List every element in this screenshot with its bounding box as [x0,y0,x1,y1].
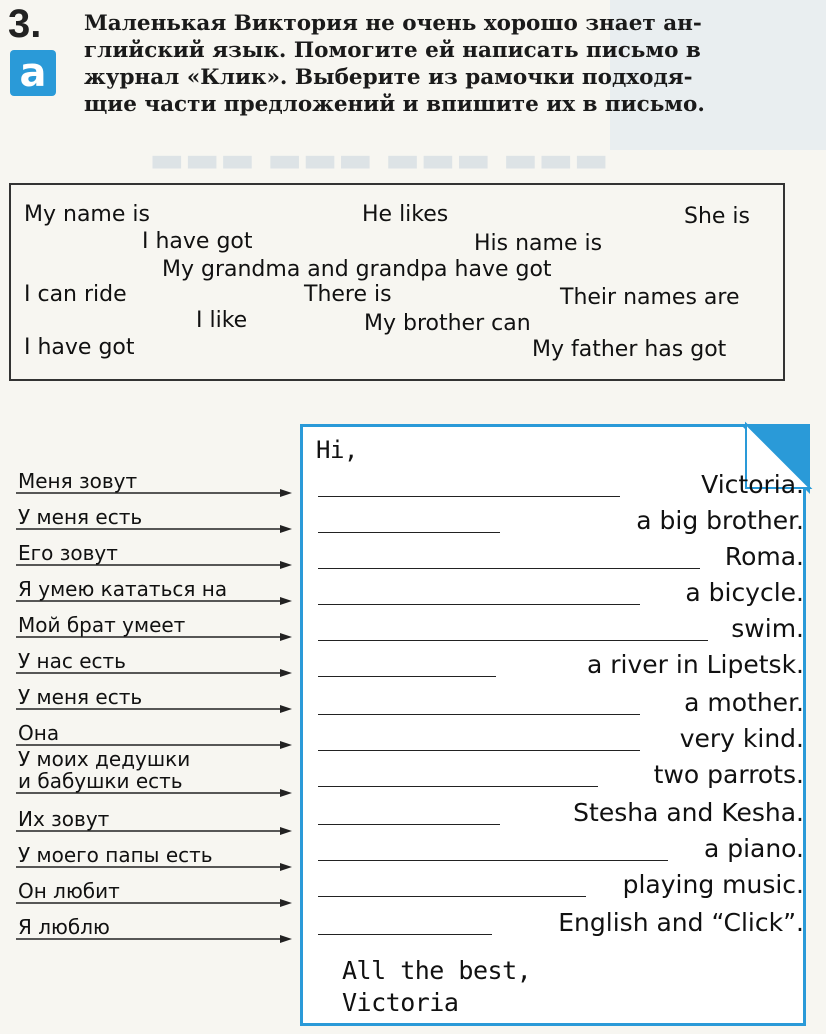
phrase: Their names are [560,285,740,310]
answer-blank[interactable] [318,640,708,641]
arrow-icon [16,488,292,498]
prompt-label: Мой брат умеет [18,613,186,637]
arrow-icon [16,632,292,642]
answer-blank[interactable] [318,750,640,751]
answer-blank[interactable] [318,568,700,569]
arrow-icon [16,668,292,678]
answer-blank[interactable] [318,786,598,787]
answer-blank[interactable] [318,604,640,605]
letter-signature: Victoria [342,988,459,1017]
prompt-label: Она [18,721,60,745]
letter-line-ending: two parrots. [653,760,804,789]
phrase: He likes [362,202,449,227]
letter-line-ending: a river in Lipetsk. [586,650,804,679]
phrase: My grandma and grandpa have got [162,257,552,282]
phrase: I have got [142,229,253,254]
prompt-label-line: и бабушки есть [18,769,183,793]
phrase: My name is [24,202,150,227]
prompt-row [16,570,292,606]
answer-blank[interactable] [318,532,500,533]
letter-line-ending: a piano. [703,834,804,863]
instruction-line: щие части предложений и впишите их в письмо. [84,92,705,117]
answer-blank[interactable] [318,676,496,677]
phrase: There is [304,282,392,307]
answer-blank[interactable] [318,934,492,935]
arrow-icon [16,704,292,714]
arrow-icon [16,862,292,872]
arrow-icon [16,788,292,798]
answer-blank[interactable] [318,824,500,825]
prompt-label: Я люблю [18,915,110,939]
letter-line-ending: Roma. [724,542,804,571]
prompt-label: У нас есть [18,649,126,673]
letter-closing: All the best, [342,956,532,985]
prompt-row [16,836,292,872]
letter-line-ending: a bicycle. [685,578,804,607]
prompt-row [16,606,292,642]
answer-blank[interactable] [318,860,668,861]
letter-line-ending: playing music. [622,870,804,899]
instruction-text [84,10,804,118]
prompt-label: У меня есть [18,685,143,709]
phrase: I like [196,308,248,333]
prompt-row [16,714,292,750]
arrow-icon [16,524,292,534]
phrase: His name is [474,231,603,256]
answer-blank[interactable] [318,496,620,497]
instruction-line: журнал «Клик». Выберите из рамочки подходя- [84,65,693,90]
phrase: I have got [24,335,135,360]
letter-line-ending: Victoria. [701,470,804,499]
prompt-row [16,678,292,714]
answer-blank[interactable] [318,714,640,715]
prompt-row [16,462,292,498]
phrase: My brother can [364,311,531,336]
exercise-number: 3. [8,2,42,46]
prompt-row [16,747,292,798]
letter-greeting: Hi, [316,436,358,464]
prompt-row [16,534,292,570]
letter-line-ending: a mother. [684,688,804,717]
prompt-label: Его зовут [18,541,118,565]
phrase: She is [684,204,751,229]
letter-line-ending: English and “Click”. [558,908,804,937]
arrow-icon [16,898,292,908]
prompt-row [16,872,292,908]
prompt-row [16,908,292,944]
letter-line-ending: very kind. [679,724,804,753]
letter-line-ending: a big brother. [636,506,804,535]
prompt-label: У моего папы есть [18,843,213,867]
letter-line-ending: swim. [731,614,804,643]
prompt-label: У меня есть [18,505,143,529]
prompt-row [16,642,292,678]
letter-line-ending: Stesha and Kesha. [573,798,804,827]
exercise-part-badge: a [10,50,56,96]
arrow-icon [16,560,292,570]
phrase: I can ride [24,282,127,307]
arrow-icon [16,826,292,836]
prompt-label: Он любит [18,879,120,903]
instruction-line: глийский язык. Помогите ей написать письмо в [84,38,701,63]
phrase: My father has got [532,337,727,362]
prompt-label: Я умею кататься на [18,577,228,601]
prompt-label-line: У моих дедушки [18,747,191,771]
prompt-row [16,498,292,534]
instruction-line: Маленькая Виктория не очень хорошо знает ан- [84,11,702,36]
prompt-row [16,800,292,836]
arrow-icon [16,934,292,944]
prompt-label [18,748,190,792]
arrow-icon [16,596,292,606]
prompt-label: Их зовут [18,807,110,831]
prompt-label: Меня зовут [18,469,138,493]
answer-blank[interactable] [318,896,586,897]
